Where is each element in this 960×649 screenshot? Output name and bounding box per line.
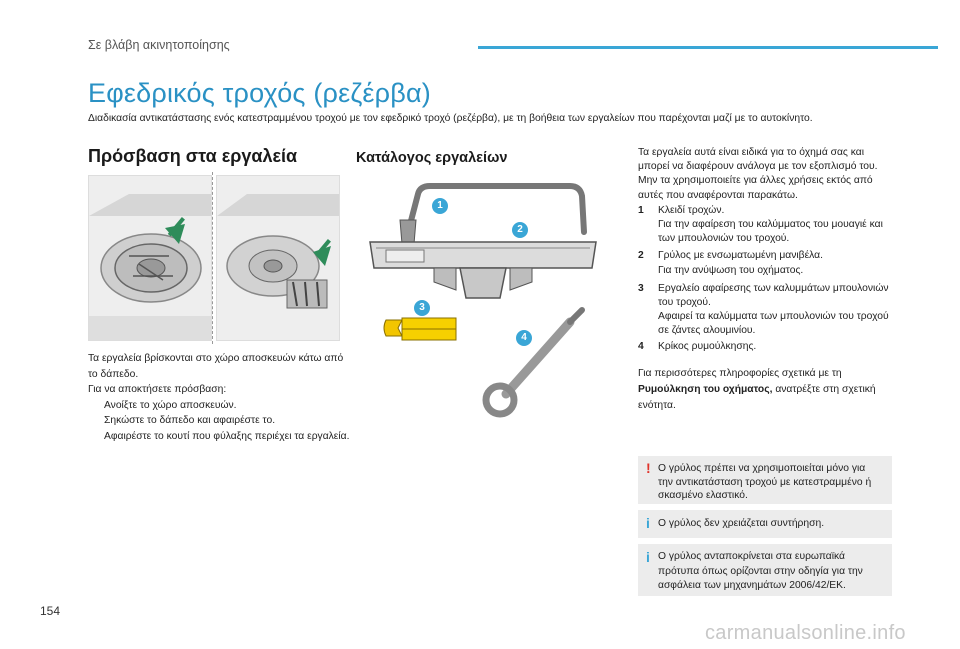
list-item: Ανοίξτε το χώρο αποσκευών. [104,399,237,411]
tools-intro: Τα εργαλεία αυτά είναι ειδικά για το όχημά σας και μπορεί να διαφέρουν ανάλογα με τον εξοπλισμό του. Μην τα χρησιμοποιείτε για άλλες χρήσεις εκτός από αυτές που αναφέρονται παρακάτω. [638,147,878,201]
access-howto: Για να αποκτήσετε πρόσβαση: [88,384,227,396]
tools-description [638,146,898,414]
tool-name: Γρύλος με ενσωματωμένη μανιβέλα. [658,250,823,262]
more-info: Για περισσότερες πληροφορίες σχετικά με τη Ρυμούλκηση του οχήματος, ανατρέξτε στη σχετική ενότητα. [638,367,876,411]
access-heading: Πρόσβαση στα εργαλεία [88,146,298,166]
warning-icon: ! [646,460,651,476]
header-section-title: Σε βλάβη ακινητοποίησης [88,38,230,52]
intro-paragraph: Διαδικασία αντικατάστασης ενός κατεστραμμένου τροχού με τον εφεδρικό τροχό (ρεζέρβα), με τη βοήθεια των εργαλείων που παρέχονται μαζί με το αυτοκίνητο. [88,113,813,124]
watermark: carmanualsonline.info [705,622,906,644]
tool-number: 3 [638,282,644,294]
tool-name: Εργαλείο αφαίρεσης των καλυμμάτων μπουλονιών του τροχού. [658,282,889,309]
access-lead: Τα εργαλεία βρίσκονται στο χώρο αποσκευών κάτω από το δάπεδο. [88,353,344,380]
catalog-heading: Κατάλογος εργαλείων [356,150,508,166]
info-note-maintenance [638,510,892,538]
tools-illustration [356,172,611,422]
list-item: Αφαιρέστε το κουτί που φύλαξης περιέχει τα εργαλεία. [104,430,350,442]
callout-2: 2 [512,222,528,238]
callout-3: 3 [414,300,430,316]
trunk-photo-left [88,175,212,341]
warning-note [638,456,892,504]
tool-number: 4 [638,340,644,352]
trunk-photo-right [216,175,340,341]
page-number: 154 [40,604,61,618]
tool-desc: Αφαιρεί τα καλύμματα των μπουλονιών του τροχού σε ζάντες αλουμινίου. [658,311,889,337]
info-note-standards [638,544,892,596]
towing-reference-link[interactable]: Ρυμούλκηση του οχήματος, [638,383,773,395]
warning-text: Ο γρύλος πρέπει να χρησιμοποιείται μόνο για την αντικατάσταση τροχού με κατεστραμμένο ή σκασμένο ελαστικό. [658,463,872,501]
info-icon: i [646,549,650,565]
tool-name: Κρίκος ρυμούλκησης. [658,340,757,352]
page-title: Εφεδρικός τροχός (ρεζέρβα) [88,78,431,108]
callout-4: 4 [516,330,532,346]
info-text: Ο γρύλος ανταποκρίνεται στα ευρωπαϊκά πρότυπα όπως ορίζονται στην οδηγία για την ασφάλεια των μηχανημάτων 2006/42/ΕΚ. [658,551,863,591]
tool-item-4 [638,340,898,354]
access-steps [88,398,350,445]
tool-name: Κλειδί τροχών. [658,204,725,216]
info-text: Ο γρύλος δεν χρειάζεται συντήρηση. [658,518,825,529]
list-item: Σηκώστε το δάπεδο και αφαιρέστε το. [104,415,276,427]
tool-item-2 [638,249,898,277]
access-text [88,351,350,445]
tool-desc: Για την ανύψωση του οχήματος. [658,264,804,276]
tool-number: 2 [638,250,644,262]
tool-number: 1 [638,204,644,216]
info-icon: i [646,515,650,531]
callout-1: 1 [432,198,448,214]
tool-item-1 [638,204,898,247]
tool-desc: Για την αφαίρεση του καλύμματος του μουαγιέ και των μπουλονιών του τροχού. [658,219,883,245]
photo-divider [212,172,213,344]
header-accent-bar [478,46,938,49]
tool-item-3 [638,282,898,339]
